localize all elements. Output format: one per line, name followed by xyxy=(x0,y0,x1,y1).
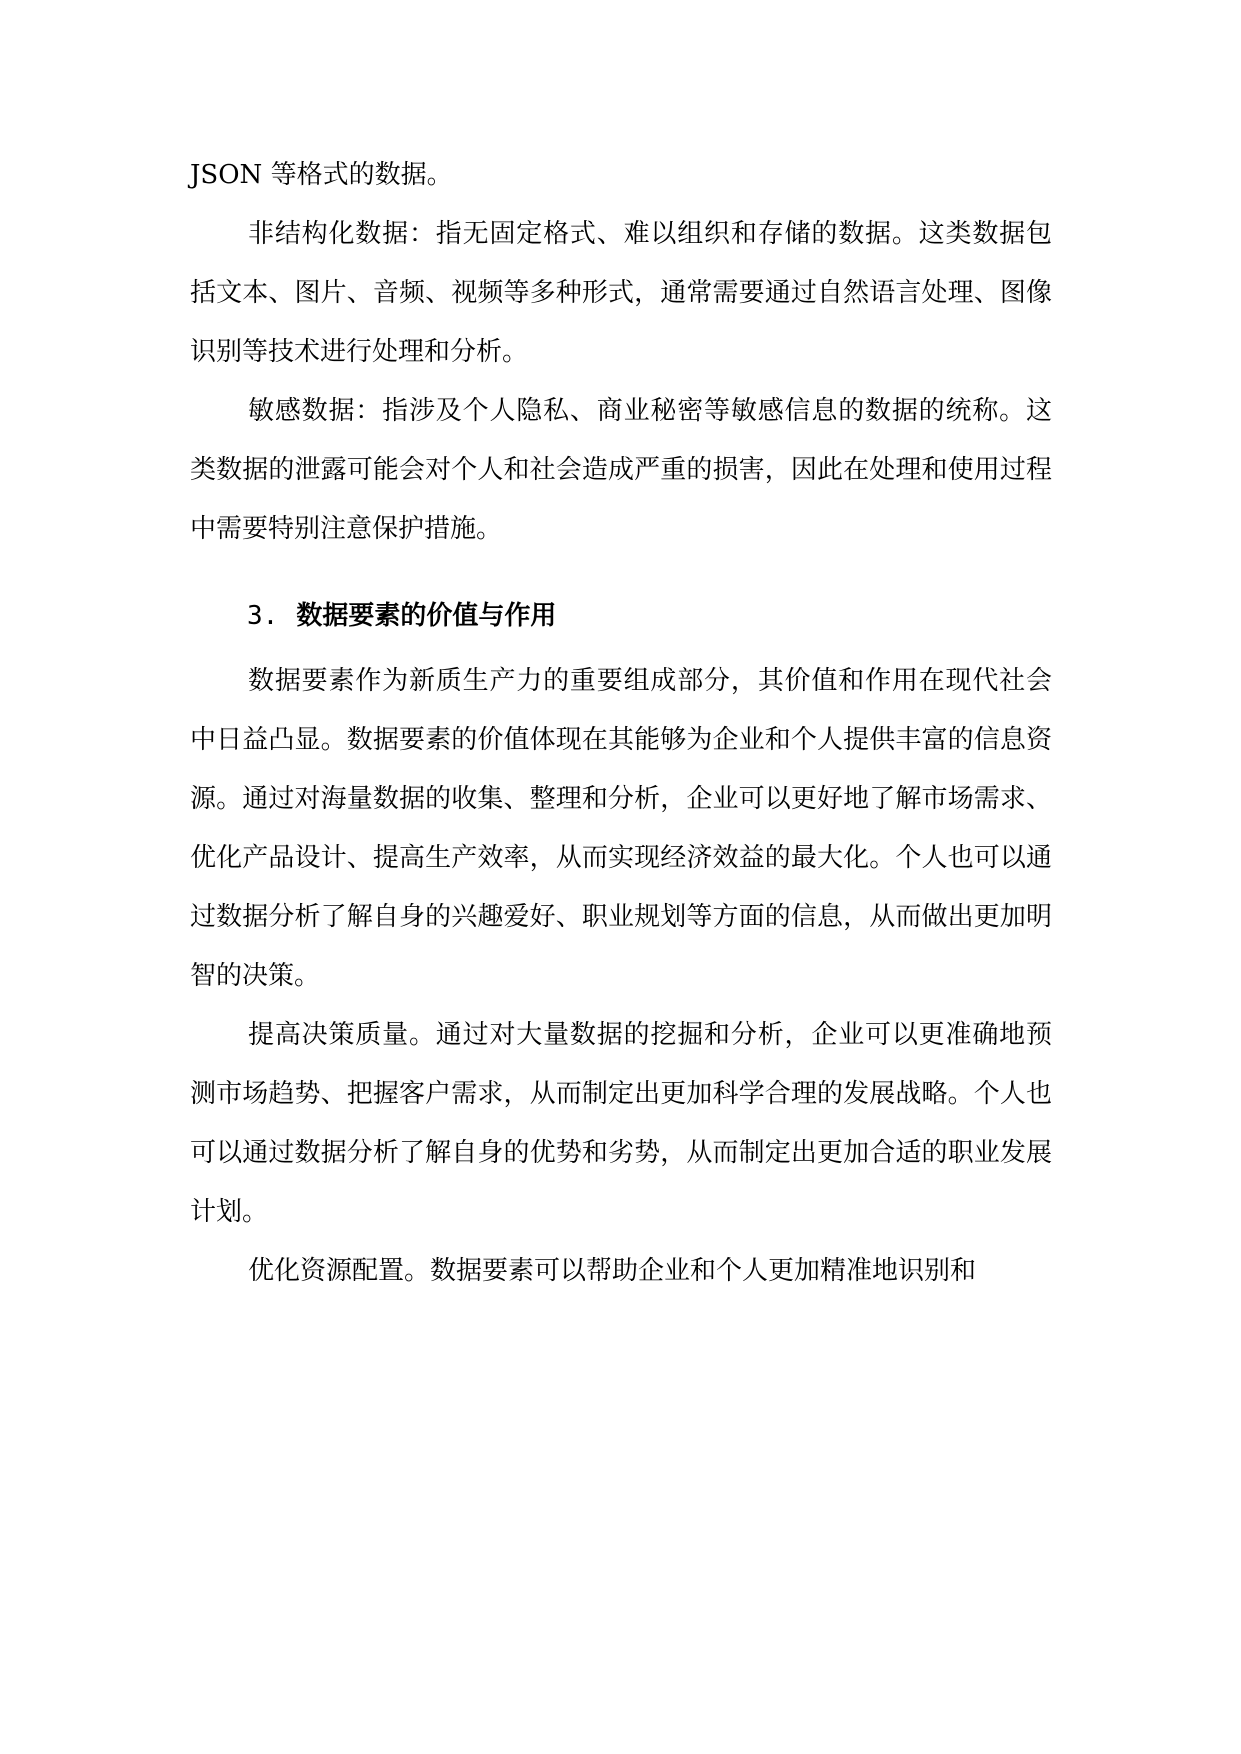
section-number: 3. xyxy=(247,601,279,631)
document-body xyxy=(190,146,1052,1301)
paragraph-resource-allocation: 优化资源配置。数据要素可以帮助企业和个人更加精准地识别和 xyxy=(248,1256,977,1286)
paragraph-sensitive-data: 敏感数据：指涉及个人隐私、商业秘密等敏感信息的数据的统称。这类数据的泄露可能会对个人和社会造成严重的损害，因此在处理和使用过程中需要特别注意保护措施。 xyxy=(190,396,1052,544)
paragraph-data-value: 数据要素作为新质生产力的重要组成部分，其价值和作用在现代社会中日益凸显。数据要素的价值体现在其能够为企业和个人提供丰富的信息资源。通过对海量数据的收集、整理和分析，企业可以更好地了解市场需求、优化产品设计、提高生产效率，从而实现经济效益的最大化。个人也可以通过数据分析了解自身的兴趣爱好、职业规划等方面的信息，从而做出更加明智的决策。 xyxy=(190,666,1052,991)
paragraph-unstructured-data: 非结构化数据：指无固定格式、难以组织和存储的数据。这类数据包括文本、图片、音频、视频等多种形式，通常需要通过自然语言处理、图像识别等技术进行处理和分析。 xyxy=(190,219,1052,367)
section-title: 数据要素的价值与作用 xyxy=(296,601,557,631)
section-heading xyxy=(190,586,1052,646)
paragraph-json-continuation: JSON 等格式的数据。 xyxy=(190,160,453,190)
paragraph-decision-quality: 提高决策质量。通过对大量数据的挖掘和分析，企业可以更准确地预测市场趋势、把握客户需求，从而制定出更加科学合理的发展战略。个人也可以通过数据分析了解自身的优势和劣势，从而制定出更加合适的职业发展计划。 xyxy=(190,1020,1052,1227)
